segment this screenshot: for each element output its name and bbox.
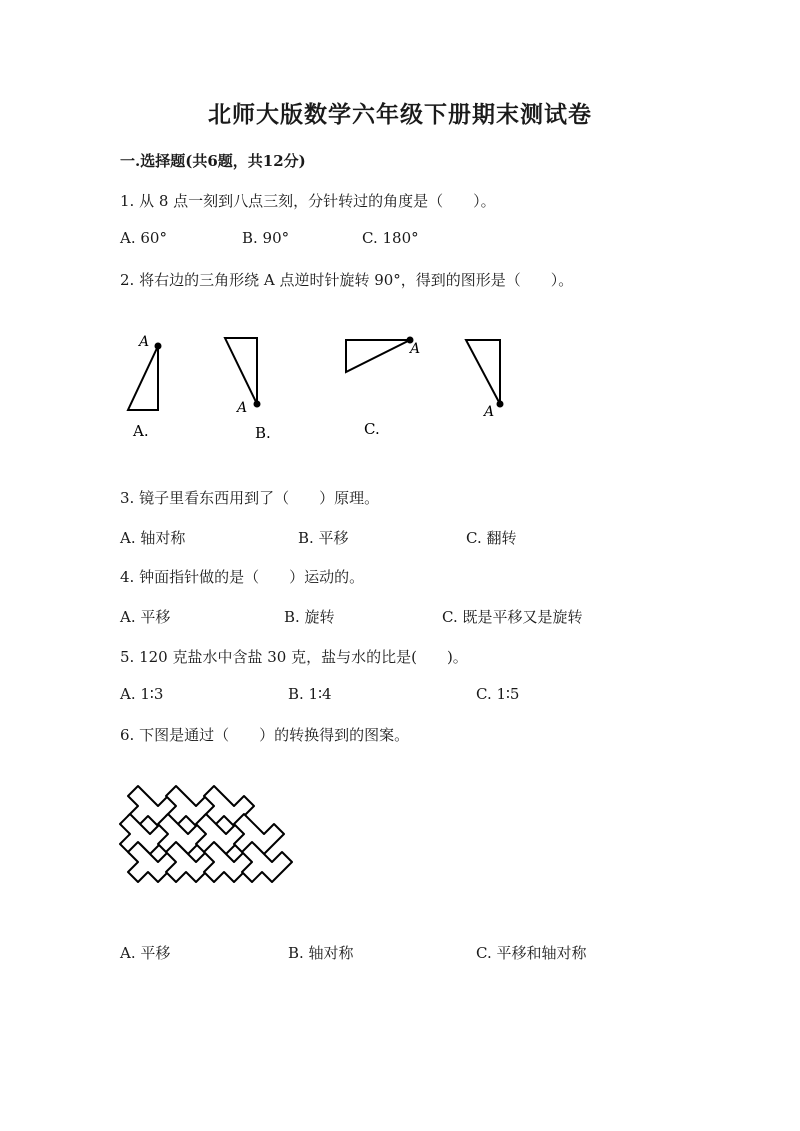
question-1: 1. 从 8 点一刻到八点三刻，分针转过的角度是（ ）。	[120, 192, 496, 210]
q3-option-b: B. 平移	[298, 529, 349, 547]
q5-option-c: C. 1∶5	[476, 685, 520, 703]
q4-option-c: C. 既是平移又是旋转	[442, 608, 583, 626]
q6-option-c: C. 平移和轴对称	[476, 944, 587, 962]
vertex-label: A	[237, 400, 248, 416]
q1-option-b: B. 90°	[242, 229, 290, 247]
question-6: 6. 下图是通过（ ）的转换得到的图案。	[120, 726, 410, 744]
pattern-row-1	[128, 786, 254, 826]
vertex-label: A	[484, 404, 495, 420]
q1-option-a: A. 60°	[120, 229, 167, 247]
q5-option-a: A. 1∶3	[120, 685, 164, 703]
question-3: 3. 镜子里看东西用到了（ ）原理。	[120, 489, 380, 507]
vertex-label: A	[139, 334, 150, 350]
q2-triangle-figures	[0, 320, 800, 460]
figure-label-a: A.	[133, 422, 149, 440]
vertex-label: A	[410, 341, 421, 357]
q4-option-b: B. 旋转	[284, 608, 335, 626]
question-5: 5. 120 克盐水中含盐 30 克，盐与水的比是( )。	[120, 648, 468, 666]
figure-label-c: C.	[364, 420, 380, 438]
q2-figure-a	[128, 334, 162, 440]
page-title: 北师大版数学六年级下册期末测试卷	[208, 101, 592, 128]
q4-option-a: A. 平移	[120, 608, 171, 626]
q2-original-triangle	[466, 340, 504, 420]
q3-option-a: A. 轴对称	[120, 529, 186, 547]
q6-option-b: B. 轴对称	[288, 944, 354, 962]
q3-option-c: C. 翻转	[466, 529, 517, 547]
q6-option-a: A. 平移	[120, 944, 171, 962]
question-4: 4. 钟面指针做的是（ ）运动的。	[120, 568, 365, 586]
figure-label-b: B.	[255, 424, 271, 442]
section-heading: 一.选择题(共6题，共12分)	[120, 152, 306, 170]
q2-figure-c	[346, 337, 420, 439]
q1-option-c: C. 180°	[362, 229, 419, 247]
q2-figure-b	[225, 338, 271, 442]
q6-pattern-figure	[120, 778, 280, 898]
question-2: 2. 将右边的三角形绕 A 点逆时针旋转 90°，得到的图形是（ ）。	[120, 271, 574, 289]
q5-option-b: B. 1∶4	[288, 685, 332, 703]
